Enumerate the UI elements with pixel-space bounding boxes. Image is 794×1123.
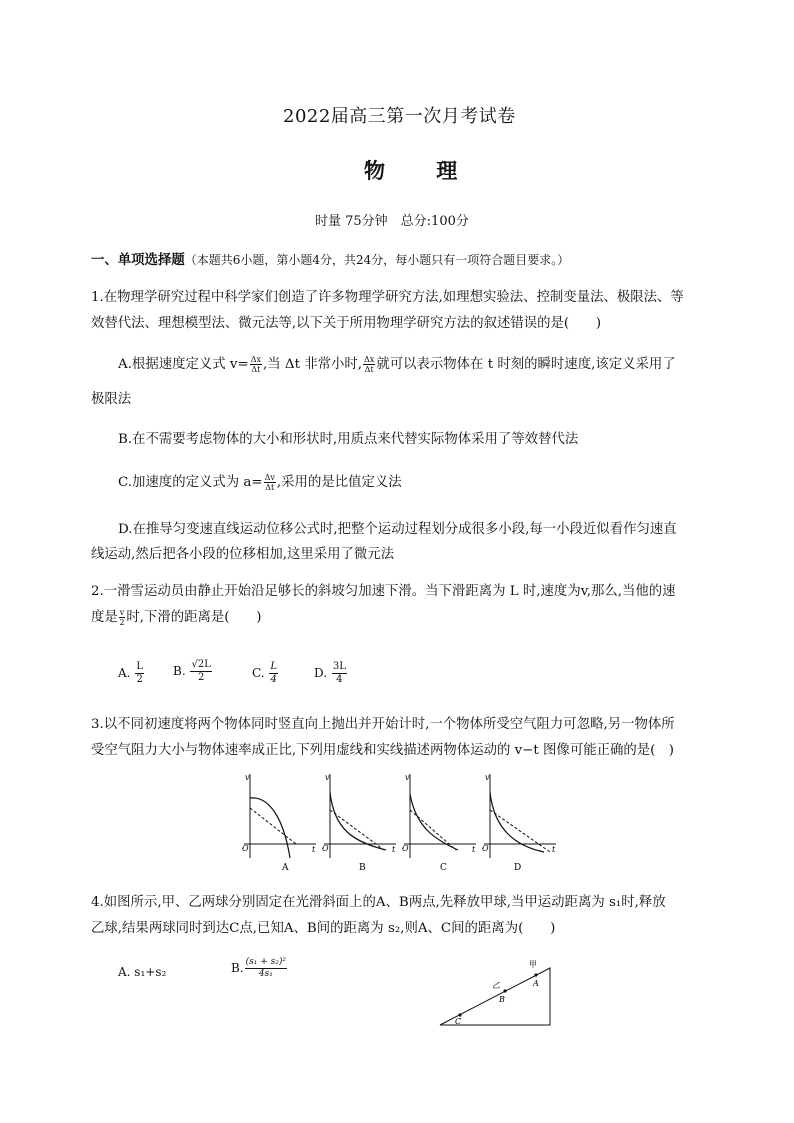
axis-t-label: t bbox=[392, 845, 396, 854]
q3-stem-line2: 受空气阻力大小与物体速率成正比,下列用虚线和实线描述两物体运动的 v−t 图像可能正确的是( ) bbox=[91, 743, 675, 758]
graph-label-a: A bbox=[282, 863, 289, 873]
frac-num: L bbox=[136, 661, 143, 672]
origin-label: O bbox=[482, 844, 489, 853]
section-heading bbox=[91, 249, 569, 268]
frac-den: 2 bbox=[119, 618, 125, 627]
frac-den: Δt bbox=[364, 365, 374, 374]
graph-label-c: C bbox=[440, 863, 447, 873]
axis-t-label: t bbox=[472, 845, 476, 854]
option-fraction bbox=[135, 661, 144, 686]
label-a: A bbox=[533, 979, 539, 988]
q1-option-d-line1: D.在推导匀变速直线运动位移公式时,把整个运动过程划分成很多小段,每一小段近似看作匀速直 bbox=[118, 522, 677, 537]
q2-stem-line1: 2.一滑雪运动员由静止开始沿足够长的斜坡匀加速下滑。当下滑距离为 L 时,速度为v,那么,当他的速 bbox=[91, 584, 676, 599]
frac-den: 4 bbox=[336, 674, 343, 685]
option-fraction bbox=[269, 661, 278, 686]
fraction-dv-dt bbox=[264, 473, 276, 492]
origin-label: O bbox=[322, 844, 329, 853]
label-jia: 甲 bbox=[529, 960, 537, 969]
graph-label-b: B bbox=[359, 863, 366, 873]
q4-incline-figure bbox=[436, 958, 566, 1028]
q1-option-a bbox=[118, 353, 676, 374]
frac-num: Δv bbox=[264, 473, 275, 482]
q4-stem-line2: 乙球,结果两球同时到达C点,已知A、B间的距离为 s₂,则A、C间的距离为( ) bbox=[91, 921, 556, 936]
q3-vt-graphs bbox=[234, 770, 564, 874]
q4-stem-line1: 4.如图所示,甲、乙两球分别固定在光滑斜面上的A、B两点,先释放甲球,当甲运动距离为 s₁时,释放 bbox=[91, 895, 666, 910]
axis-t-label: t bbox=[312, 845, 316, 854]
graph-c bbox=[402, 773, 476, 873]
q1-option-d-line2: 线运动,然后把各小段的位移相加,这里采用了微元法 bbox=[91, 547, 395, 562]
graph-d bbox=[482, 773, 556, 873]
q2-option-d bbox=[314, 661, 348, 686]
section-note: （本题共6小题，第小题4分，共24分，每小题只有一项符合题目要求。） bbox=[184, 253, 570, 267]
q2-stem-post: 时,下滑的距离是( ) bbox=[126, 610, 262, 625]
frac-num: √2L bbox=[191, 659, 211, 670]
axis-v-label: v bbox=[245, 773, 250, 782]
q4-option-a: A. s₁+s₂ bbox=[118, 965, 167, 979]
origin-label: O bbox=[242, 844, 249, 853]
q1-opt-c-pre: C.加速度的定义式为 a= bbox=[118, 475, 263, 490]
origin-label: O bbox=[402, 844, 409, 853]
q2-stem-pre: 度是 bbox=[91, 610, 118, 625]
q1-opt-a-mid1: ,当 Δt 非常小时, bbox=[263, 357, 363, 372]
fraction-v-2 bbox=[119, 608, 126, 627]
q1-option-b: B.在不需要考虑物体的大小和形状时,用质点来代替实际物体采用了等效替代法 bbox=[118, 432, 579, 447]
axis-t-label: t bbox=[552, 845, 556, 854]
q2-stem-line2 bbox=[91, 606, 262, 627]
frac-num: Δx bbox=[250, 355, 261, 364]
q2-option-b bbox=[173, 659, 213, 684]
option-label: B. bbox=[173, 664, 186, 678]
axis-v-label: v bbox=[485, 773, 490, 782]
graph-b bbox=[322, 773, 396, 873]
q2-option-a bbox=[118, 661, 145, 686]
frac-num: v bbox=[119, 608, 125, 617]
frac-num: L bbox=[270, 661, 278, 672]
q1-stem-line1: 1.在物理学研究过程中科学家们创造了许多物理学研究方法,如理想实验法、控制变量法、极限法、等 bbox=[91, 290, 684, 305]
label-c: C bbox=[455, 1017, 462, 1026]
axis-v-label: v bbox=[325, 773, 330, 782]
graph-a bbox=[242, 773, 316, 873]
label-b: B bbox=[499, 995, 505, 1004]
section-title: 一、单项选择题 bbox=[91, 252, 185, 268]
option-fraction bbox=[190, 659, 211, 684]
option-label: A. bbox=[118, 666, 131, 680]
option-label: C. bbox=[252, 666, 265, 680]
point-b-dot bbox=[503, 989, 506, 992]
option-fraction bbox=[332, 661, 347, 686]
subject-title: 物 理 bbox=[364, 158, 480, 183]
q2-option-c bbox=[252, 661, 279, 686]
frac-den: Δt bbox=[251, 365, 261, 374]
axis-v-label: v bbox=[405, 773, 410, 782]
frac-den: 4s₁ bbox=[258, 969, 273, 979]
q1-opt-c-post: ,采用的是比值定义法 bbox=[276, 475, 402, 490]
fraction-dx-dt bbox=[250, 355, 262, 374]
frac-den: 4 bbox=[270, 674, 277, 685]
option-fraction bbox=[245, 957, 287, 980]
q4-option-b bbox=[231, 957, 288, 980]
label-yi: 乙 bbox=[492, 981, 500, 990]
frac-den: 2 bbox=[197, 672, 205, 683]
q1-opt-a-pre: A.根据速度定义式 v= bbox=[118, 357, 249, 372]
frac-num: (s₁ + s₂)² bbox=[245, 957, 286, 967]
q1-option-c bbox=[118, 471, 402, 492]
q1-opt-a-mid2: 就可以表示物体在 t 时刻的瞬时速度,该定义采用了 bbox=[376, 357, 676, 372]
frac-num: Δx bbox=[364, 355, 375, 364]
q1-stem-line2: 效替代法、理想模型法、微元法等,以下关于所用物理学研究方法的叙述错误的是( ) bbox=[91, 316, 602, 331]
point-a-dot bbox=[534, 973, 537, 976]
frac-num: 3L bbox=[332, 661, 346, 672]
exam-title: 2022届高三第一次月考试卷 bbox=[283, 106, 516, 127]
q1-option-a-line2: 极限法 bbox=[91, 392, 132, 407]
option-label: D. bbox=[314, 666, 328, 680]
graph-label-d: D bbox=[514, 863, 522, 873]
exam-meta: 时量 75分钟 总分:100分 bbox=[315, 214, 469, 229]
option-label: B. bbox=[231, 961, 244, 975]
frac-den: 2 bbox=[136, 674, 143, 685]
fraction-dx-dt-2 bbox=[363, 355, 375, 374]
frac-den: Δt bbox=[265, 483, 275, 492]
q3-stem-line1: 3.以不同初速度将两个物体同时竖直向上抛出并开始计时,一个物体所受空气阻力可忽略,另一物体所 bbox=[91, 717, 675, 732]
